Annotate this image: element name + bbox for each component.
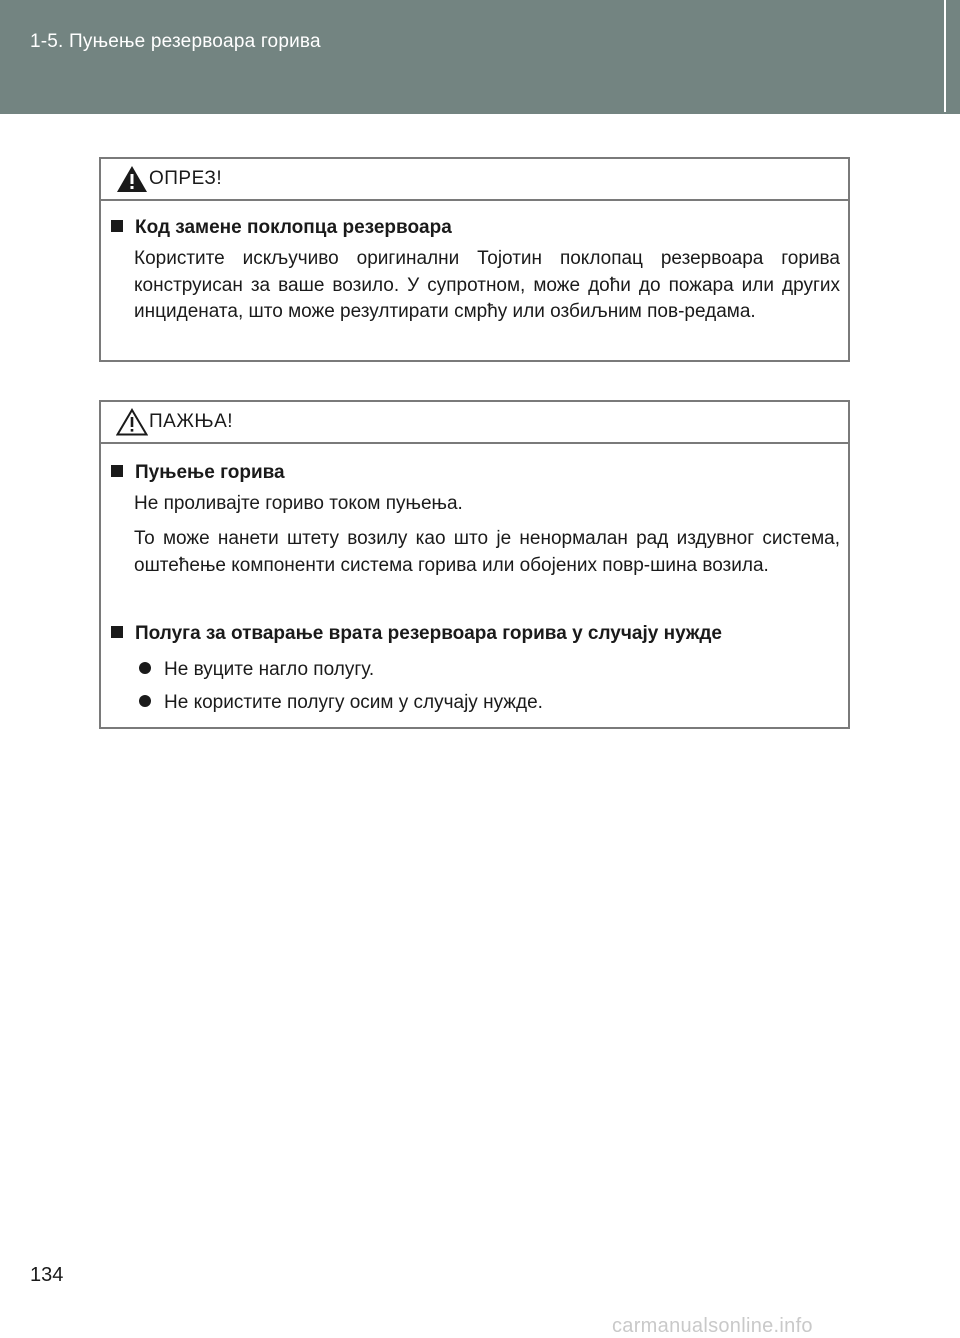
caution-section-title: Код замене поклопца резервоара: [111, 217, 452, 239]
notice-section1-title: Пуњење горива: [111, 462, 285, 484]
square-bullet-icon: [111, 626, 123, 638]
notice-section1-para1: Не проливајте гориво током пуњења.: [134, 493, 463, 514]
square-bullet-icon: [111, 220, 123, 232]
header-divider: [944, 0, 946, 112]
square-bullet-icon: [111, 465, 123, 477]
caution-paragraph: Користите искључиво оригинални Тојотин поклопац резервоара горива конструисан за ваше возило. У супротном, може доћи до пожара или других инцидената, што може резултирати смрћу или озбиљним пов-редама.: [134, 248, 840, 322]
warning-outline-icon: [116, 408, 148, 436]
page-number: 134: [30, 1264, 64, 1286]
caution-box: [99, 157, 850, 362]
caution-label: ОПРЕЗ!: [149, 168, 223, 189]
header-title: 1-5. Пуњење резервоара горива: [30, 31, 321, 52]
round-bullet-icon: [139, 695, 151, 707]
notice-section2-title: Полуга за отварање врата резервоара горива у случају нужде: [111, 623, 722, 645]
notice-header: [101, 402, 848, 444]
notice-box: [99, 400, 850, 729]
bullet-item: Не користите полугу осим у случају нужде.: [139, 692, 543, 714]
notice-label: ПАЖЊА!: [149, 411, 234, 432]
warning-filled-icon: [116, 165, 148, 193]
page-header: [0, 0, 960, 114]
round-bullet-icon: [139, 662, 151, 674]
footer-watermark: carmanualsonline.info: [612, 1315, 813, 1337]
caution-header: [101, 159, 848, 201]
notice-section1-para2: То може нанети штету возилу као што је ненормалан рад издувног система, оштећење компоненти система горива или обојених повр-шина возила.: [134, 528, 840, 576]
bullet-item: Не вуците нагло полугу.: [139, 659, 374, 681]
